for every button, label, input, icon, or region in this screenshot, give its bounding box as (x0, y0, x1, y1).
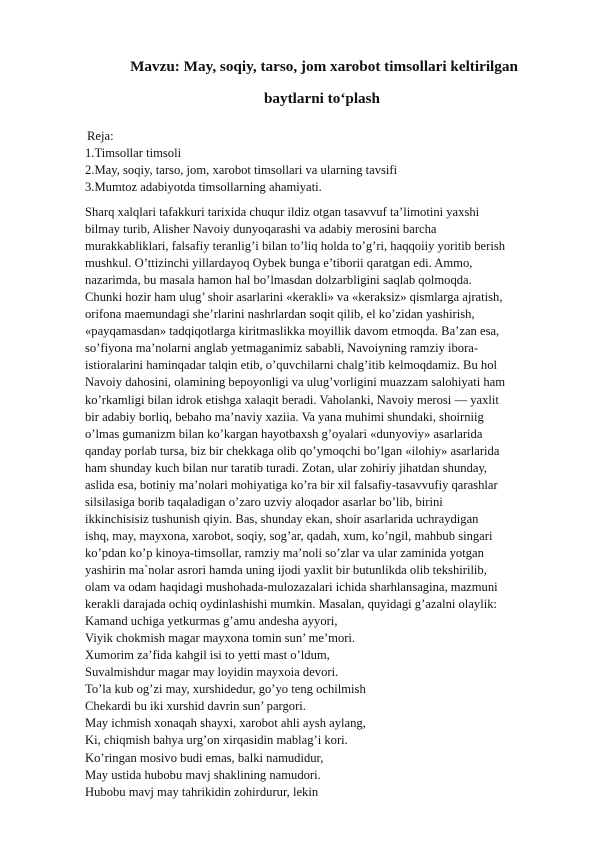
body-line: o’lmas gumanizm bilan ko’kargan hayotbaxsh g’oyalari «dunyoviy» asarlarida (85, 426, 483, 441)
body-line: nazarimda, bu masala hamon hal bo’lmasdan dolzarbligini saqlab qolmoqda. (85, 273, 472, 288)
body-line: bir adabiy borliq, bebaho ma’naviy xaziia. Va yana muhimi shundaki, shoirniig (85, 409, 484, 424)
body-line: mushkul. O’ttizinchi yillardayoq Oybek bunga e’tiborii qaratgan edi. Ammo, (85, 256, 473, 271)
body-line: Navoiy dahosini, olamining bepoyonligi va ulug’vorligini muazzam salohiyati ham (85, 375, 506, 390)
body-line: aslida esa, botiniy ma’nolari mohiyatiga ko’ra bir xil falsafiy-tasavvufiy qarashlar (85, 477, 498, 492)
body-text (85, 204, 563, 801)
body-line: kerakli darajada ochiq oydinlashishi mumkin. Masalan, quyidagi g’azalni olaylik: (85, 597, 497, 612)
body-line: olam va odam haqidagi mushohada-mulozazalari ichida sharhlansagina, mazmuni (85, 580, 498, 595)
poem-line: May ustida hubobu mavj shaklining namudori. (85, 767, 321, 782)
body-line: qanday porlab tursa, biz bir chekkaga olib qo’ymoqchi bo’lgan «ilohiy» asarlarida (85, 443, 500, 458)
body-line: Sharq xalqlari tafakkuri tarixida chuqur ildiz otgan tasavvuf ta’limotini yaxshi (85, 205, 480, 219)
body-line: bilmay turib, Alisher Navoiy dunyoqarashi va adabiy merosini barcha (85, 222, 437, 237)
poem-line: May ichmish xonaqah shayxi, xarobot ahli aysh aylang, (85, 716, 366, 731)
page-title-line-1: Mavzu: May, soqiy, tarso, jom xarobot timsollari keltirilgan (130, 58, 518, 75)
body-line: murakkabliklari, falsafiy teranlig’i bilan to’liq holda to’g’ri, haqqoiiy yoritib berish (85, 239, 506, 254)
poem-line: To’la kub og’zi may, xurshidedur, go’yo teng ochilmish (85, 682, 366, 697)
plan-item: 1.Timsollar timsoli (85, 146, 182, 160)
body-line: ko’rkamligi bilan idrok etishga xalaqit beradi. Vaholanki, Navoiy merosi — yaxlit (85, 392, 499, 407)
poem-line: Hubobu mavj may tahrikidin zohirdurur, lekin (85, 784, 319, 799)
body-line: ko’pdan ko’p kinoya-timsollar, ramziy ma’noli so’zlar va ular zaminida yotgan (85, 545, 484, 560)
plan-item: 3.Mumtoz adabiyotda timsollarning ahamiyati. (85, 180, 322, 194)
poem-line: Chekardi bu iki xurshid davrin sun’ pargori. (85, 699, 306, 714)
poem-line: Ko’ringan mosivo budi emas, balki namudidur, (85, 750, 324, 765)
body-line: so’fiyona ma’nolarni anglab yetmaganimiz sababli, Navoiyning ramziy ibora- (85, 341, 479, 356)
body-line: ishq, may, mayxona, xarobot, soqiy, sog’ar, qadah, xum, ko’ngil, mahbub singari (85, 528, 493, 543)
page-title-line-2: baytlarni to‘plash (263, 90, 381, 107)
body-line: istioralarini haminqadar talqin etib, o’quvchilarni chalg’itib kelmoqdamiz. Bu hol (85, 358, 497, 373)
poem-line: Suvalmishdur magar may loyidin mayxoia devori. (85, 665, 339, 680)
body-line: Chunki hozir ham ulug’ shoir asarlarini «kerakli» va «keraksiz» qismlarga ajratish, (85, 290, 503, 305)
body-line: silsilasiga borib taqaladigan o’zaro uzviy aloqador asarlar bo’lib, birini (85, 494, 443, 509)
plan-heading: Reja: (87, 129, 114, 143)
body-line: orifona maemundagi she’rlarini nashrlardan soqit qilib, el ko’zidan yashirish, (85, 307, 475, 322)
poem-line: Kamand uchiga yetkurmas g’amu andesha ayyori, (85, 614, 338, 629)
body-line: ikkinchisisiz tushunish qiyin. Bas, shunday ekan, shoir asarlarida uchraydigan (85, 511, 479, 526)
poem-line: Ki, chiqmish bahya urg’on xirqasidin mablag’i kori. (85, 733, 348, 748)
plan-item: 2.May, soqiy, tarso, jom, xarobot timsollari va ularning tavsifi (85, 163, 398, 177)
poem-line: Xumorim za’fida kahgil isi to yetti mast o’ldum, (85, 648, 330, 663)
body-line: ham shunday kuch bilan nur taratib turadi. Zotan, ular zohiriy jihatdan shunday, (85, 460, 488, 475)
body-line: «payqamasdan» tadqiqotlarga kiritmaslikka moyillik davom etmoqda. Ba’zan esa, (85, 324, 500, 339)
body-line: yashirin ma`nolar asrori hamda uning ijodi yaxlit bir butunlikda olib tekshirilib, (85, 562, 487, 577)
plan-section (85, 128, 397, 196)
poem-line: Viyik chokmish magar mayxona tomin sun’ me’mori. (85, 631, 356, 646)
